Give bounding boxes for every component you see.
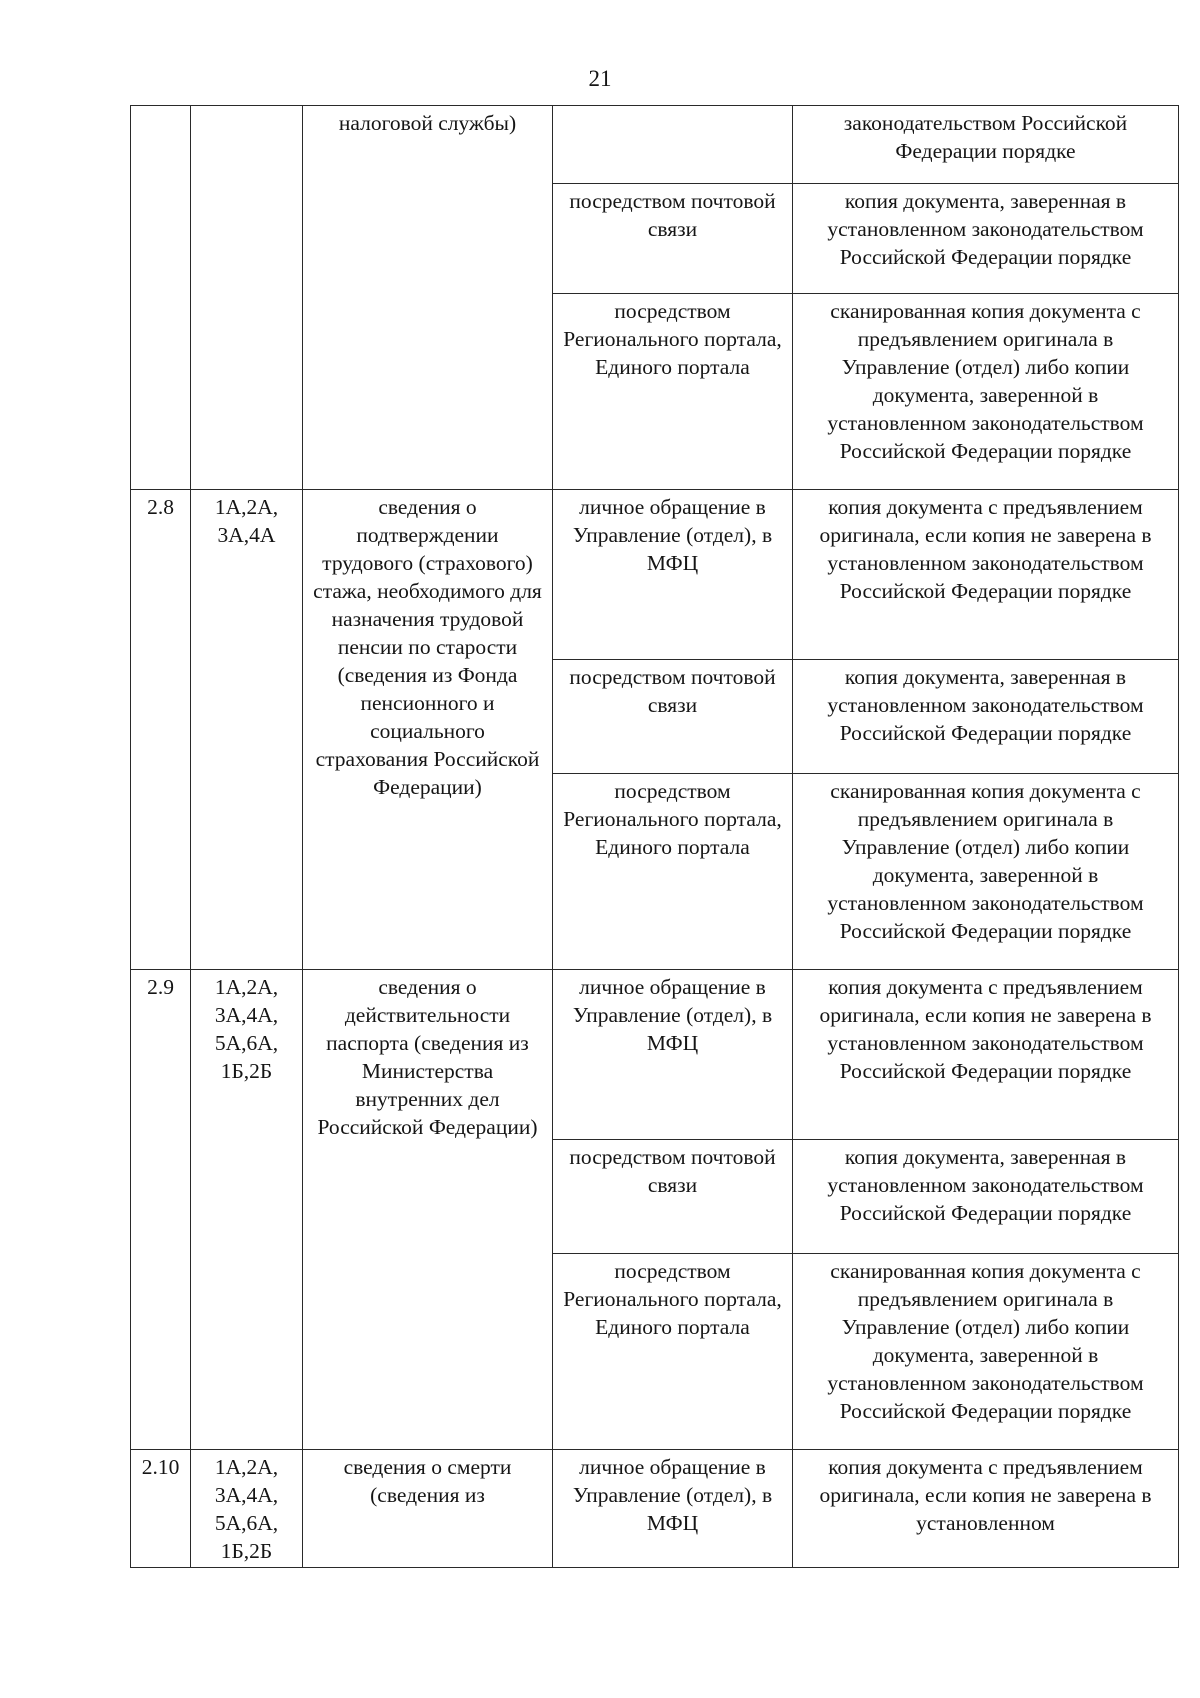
table-row	[131, 1450, 1179, 1568]
form-cell: сканированная копия документа с предъявлением оригинала в Управление (отдел) либо копии документа, заверенной в установленном законодательством Российской Федерации порядке	[793, 1254, 1179, 1450]
method-cell: посредством почтовой связи	[553, 660, 793, 774]
form-cell: копия документа, заверенная в установленном законодательством Российской Федерации порядке	[793, 660, 1179, 774]
document-cell: сведения о действительности паспорта (сведения из Министерства внутренних дел Российской Федерации)	[303, 970, 553, 1450]
table-row	[131, 490, 1179, 660]
method-cell: посредством Регионального портала, Единого портала	[553, 774, 793, 970]
row-number-cell	[131, 106, 191, 490]
categories-cell	[191, 106, 303, 490]
form-cell: копия документа, заверенная в установленном законодательством Российской Федерации порядке	[793, 184, 1179, 294]
table-row	[131, 106, 1179, 184]
method-cell: посредством почтовой связи	[553, 184, 793, 294]
form-cell: сканированная копия документа с предъявлением оригинала в Управление (отдел) либо копии документа, заверенной в установленном законодательством Российской Федерации порядке	[793, 774, 1179, 970]
form-cell: копия документа, заверенная в установленном законодательством Российской Федерации порядке	[793, 1140, 1179, 1254]
document-cell: сведения о смерти (сведения из	[303, 1450, 553, 1568]
method-cell	[553, 106, 793, 184]
row-number-cell: 2.9	[131, 970, 191, 1450]
document-table	[130, 105, 1179, 1568]
table-row	[131, 970, 1179, 1140]
form-cell: копия документа с предъявлением оригинала, если копия не заверена в установленном	[793, 1450, 1179, 1568]
page-number: 21	[588, 66, 612, 91]
form-cell: законодательством Российской Федерации порядке	[793, 106, 1179, 184]
form-cell: копия документа с предъявлением оригинала, если копия не заверена в установленном законодательством Российской Федерации порядке	[793, 490, 1179, 660]
form-cell: копия документа с предъявлением оригинала, если копия не заверена в установленном законодательством Российской Федерации порядке	[793, 970, 1179, 1140]
categories-cell: 1А,2А, 3А,4А, 5А,6А, 1Б,2Б	[191, 970, 303, 1450]
method-cell: личное обращение в Управление (отдел), в МФЦ	[553, 1450, 793, 1568]
method-cell: личное обращение в Управление (отдел), в МФЦ	[553, 970, 793, 1140]
categories-cell: 1А,2А, 3А,4А, 5А,6А, 1Б,2Б	[191, 1450, 303, 1568]
categories-cell: 1А,2А, 3А,4А	[191, 490, 303, 970]
row-number-cell: 2.10	[131, 1450, 191, 1568]
method-cell: посредством Регионального портала, Единого портала	[553, 294, 793, 490]
document-cell: сведения о подтверждении трудового (страхового) стажа, необходимого для назначения трудовой пенсии по старости (сведения из Фонда пенсионного и социального страхования Российской Федерации)	[303, 490, 553, 970]
document-cell: налоговой службы)	[303, 106, 553, 490]
method-cell: личное обращение в Управление (отдел), в МФЦ	[553, 490, 793, 660]
form-cell: сканированная копия документа с предъявлением оригинала в Управление (отдел) либо копии документа, заверенной в установленном законодательством Российской Федерации порядке	[793, 294, 1179, 490]
method-cell: посредством почтовой связи	[553, 1140, 793, 1254]
row-number-cell: 2.8	[131, 490, 191, 970]
method-cell: посредством Регионального портала, Единого портала	[553, 1254, 793, 1450]
